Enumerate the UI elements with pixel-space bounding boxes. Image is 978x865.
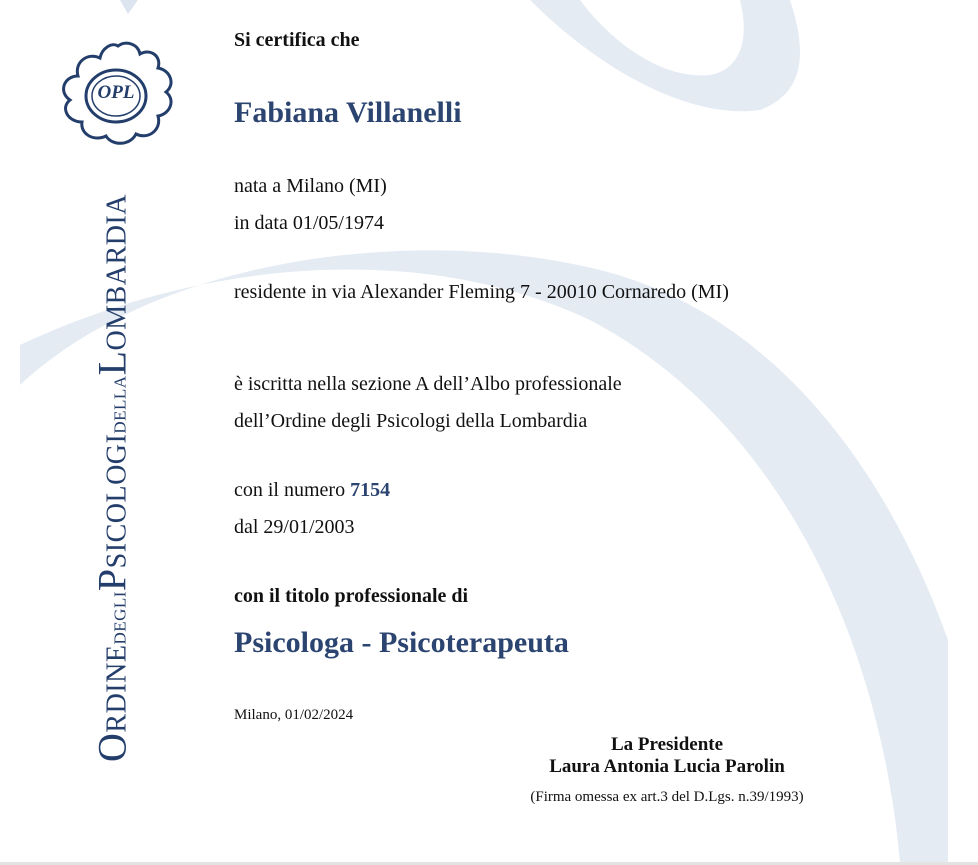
signature-note: (Firma omessa ex art.3 del D.Lgs. n.39/1993) [530, 789, 804, 805]
birth-place: nata a Milano (MI) [234, 175, 387, 197]
signatory-role: La Presidente [610, 734, 724, 755]
vertical-organization-name: ORDINEDEGLIPSICOLOGIDELLALOMBARDIA [89, 194, 135, 762]
number-label: con il numero [234, 479, 351, 501]
intro-text: Si certifica che [234, 29, 360, 51]
registration-line-2: dell’Ordine degli Psicologi della Lombardia [234, 410, 588, 432]
residence: residente in via Alexander Fleming 7 - 20010 Cornaredo (MI) [234, 281, 729, 303]
registration-since: dal 29/01/2003 [234, 516, 355, 538]
birth-date: in data 01/05/1974 [234, 212, 384, 234]
registration-line-1: è iscritta nella sezione A dell’Albo professionale [234, 373, 622, 395]
registration-number-line [234, 478, 390, 502]
professional-title: Psicologa - Psicoterapeuta [234, 626, 569, 659]
signature-block [500, 734, 834, 806]
place-date: Milano, 01/02/2024 [234, 707, 354, 723]
holder-name: Fabiana Villanelli [234, 96, 462, 129]
signatory-name: Laura Antonia Lucia Parolin [549, 756, 785, 777]
registration-number: 7154 [350, 479, 391, 501]
title-intro: con il titolo professionale di [234, 585, 469, 607]
logo-text: OPL [97, 82, 135, 103]
